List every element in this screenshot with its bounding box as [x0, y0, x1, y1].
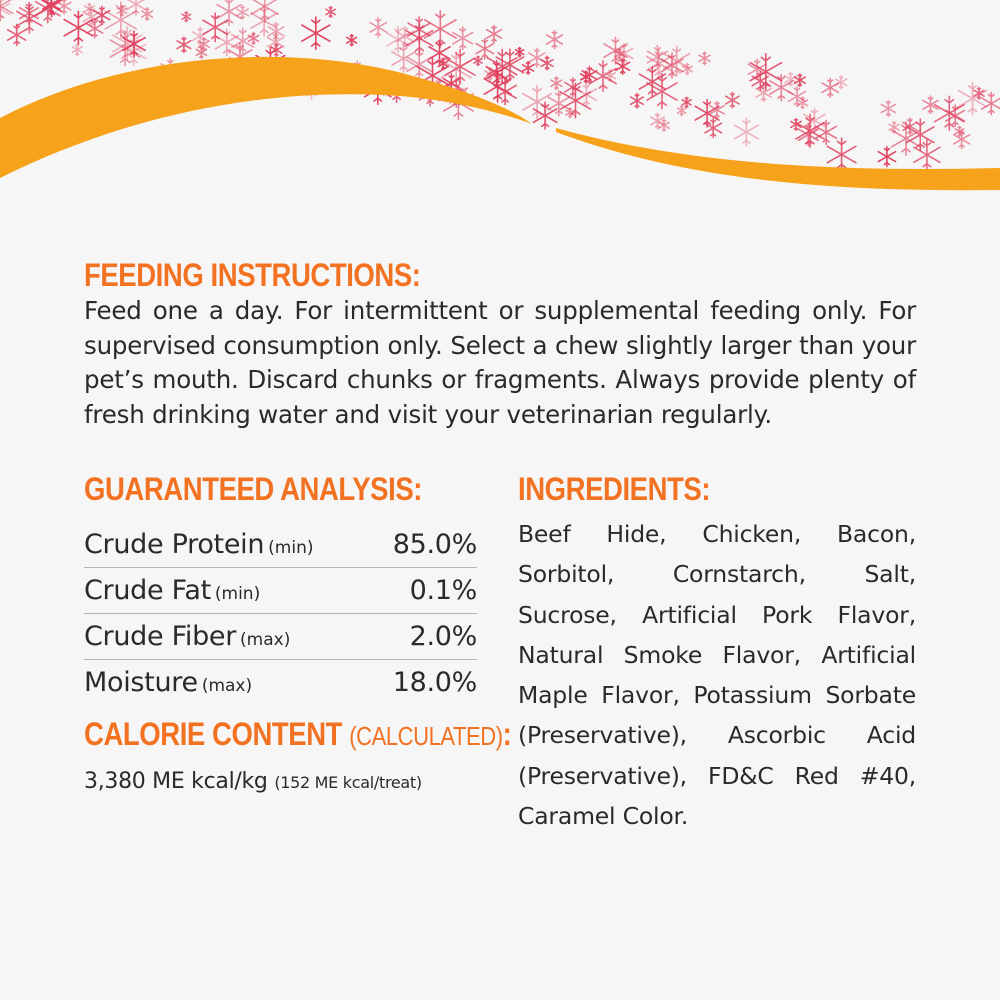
nutrient-label	[84, 660, 371, 706]
snowflake-icon	[523, 86, 551, 119]
snowflake-icon	[203, 13, 228, 41]
snowflake-icon	[529, 48, 545, 67]
snowflake-icon	[347, 35, 357, 46]
nutrient-qualifier: (min)	[268, 538, 314, 558]
orange-ribbon-left	[0, 57, 532, 178]
snowflake-icon	[425, 11, 456, 47]
snowflake-icon	[827, 138, 856, 171]
snowflake-icon	[835, 76, 846, 89]
calorie-heading-colon: :	[502, 716, 512, 752]
nutrient-qualifier: (max)	[240, 630, 291, 650]
snowflake-icon	[914, 140, 940, 170]
snowflake-icon	[816, 120, 837, 144]
guaranteed-analysis-table	[84, 522, 477, 705]
analysis-row	[84, 568, 477, 614]
snowflake-icon	[682, 97, 691, 107]
feeding-instructions-text: Feed one a day. For intermittent or supplemental feeding only. For supervised consumption only. Select a chew slightly larger than your pet’s mouth. Discard chunks or fragments. Always provide plenty of fresh drinking water and visit your veterinarian regularly.	[84, 296, 916, 429]
snowflake-icon	[476, 39, 494, 59]
nutrient-value: 0.1%	[371, 568, 477, 614]
nutrient-value: 18.0%	[371, 660, 477, 706]
snowflake-icon	[370, 18, 387, 37]
snowflake-icon	[302, 17, 330, 49]
analysis-row	[84, 660, 477, 706]
snowflake-icon	[605, 70, 615, 81]
ingredients-heading: INGREDIENTS:	[518, 471, 711, 507]
snowflake-icon	[177, 37, 191, 53]
snowflake-icon	[523, 62, 534, 74]
snowflake-icon	[487, 26, 502, 43]
nutrient-label	[84, 568, 371, 614]
snowflake-icon	[445, 50, 475, 84]
nutrient-name: Crude Protein	[84, 529, 265, 560]
nutrient-label	[84, 522, 371, 568]
snowflake-icon	[182, 12, 191, 22]
nutrient-value: 2.0%	[371, 614, 477, 660]
snowflake-icon	[72, 44, 82, 55]
snowflake-icon	[516, 48, 524, 57]
feeding-instructions-heading: FEEDING INSTRUCTIONS:	[84, 257, 421, 293]
snowflake-icon	[541, 56, 553, 69]
snowflake-icon	[726, 92, 739, 107]
snowflake-icon	[217, 0, 241, 25]
snowflake-icon	[248, 33, 258, 45]
snowflake-icon	[881, 101, 895, 117]
snowflake-icon	[734, 118, 758, 145]
ingredients-text: Beef Hide, Chicken, Bacon, Sorbitol, Cornstarch, Salt, Sucrose, Artificial Pork Flavor, Natural Smoke Flavor, Artificial Maple Flavor, Potassium Sorbate (Preservative), Ascorbic Acid (Preservative), FD&C Red #40, Caramel Color.	[518, 520, 916, 831]
calorie-per-kg: 3,380 ME kcal/kg	[84, 769, 268, 794]
snowflake-icon	[551, 77, 562, 89]
nutrient-name: Moisture	[84, 667, 198, 698]
snowflake-icon	[8, 24, 26, 45]
snowflake-icon	[64, 11, 92, 44]
snowflake-icon	[142, 8, 153, 20]
guaranteed-analysis-heading: GUARANTEED ANALYSIS:	[84, 471, 422, 507]
calorie-content-heading	[84, 716, 511, 753]
snowflake-icon	[127, 0, 146, 15]
nutrient-qualifier: (min)	[214, 584, 261, 604]
snowflake-icon	[215, 29, 238, 55]
analysis-row	[84, 522, 477, 568]
snowflake-icon	[822, 78, 838, 97]
snowflake-icon	[251, 0, 278, 22]
snowflake-icon	[631, 94, 644, 108]
nutrient-label	[84, 614, 371, 660]
nutrient-value: 85.0%	[392, 529, 477, 560]
nutrient-name: Crude Fat	[84, 575, 211, 606]
calorie-content-text	[84, 769, 422, 794]
snowflake-icon	[907, 119, 934, 150]
snowflake-icon	[756, 84, 771, 101]
snowflake-icon	[699, 52, 710, 65]
decorative-banner	[0, 0, 1000, 200]
nutrient-qualifier: (max)	[201, 676, 253, 696]
calorie-heading-calculated: (CALCULATED)	[349, 723, 503, 751]
calorie-heading-main: CALORIE CONTENT	[84, 716, 343, 752]
nutrient-name: Crude Fiber	[84, 621, 237, 652]
snowflake-icon	[326, 7, 335, 18]
calorie-per-treat: (152 ME kcal/treat)	[274, 773, 422, 792]
snowflake-icon	[878, 147, 895, 167]
analysis-row	[84, 614, 477, 660]
snowflake-icon	[547, 31, 563, 49]
snowflake-icon	[678, 106, 686, 115]
